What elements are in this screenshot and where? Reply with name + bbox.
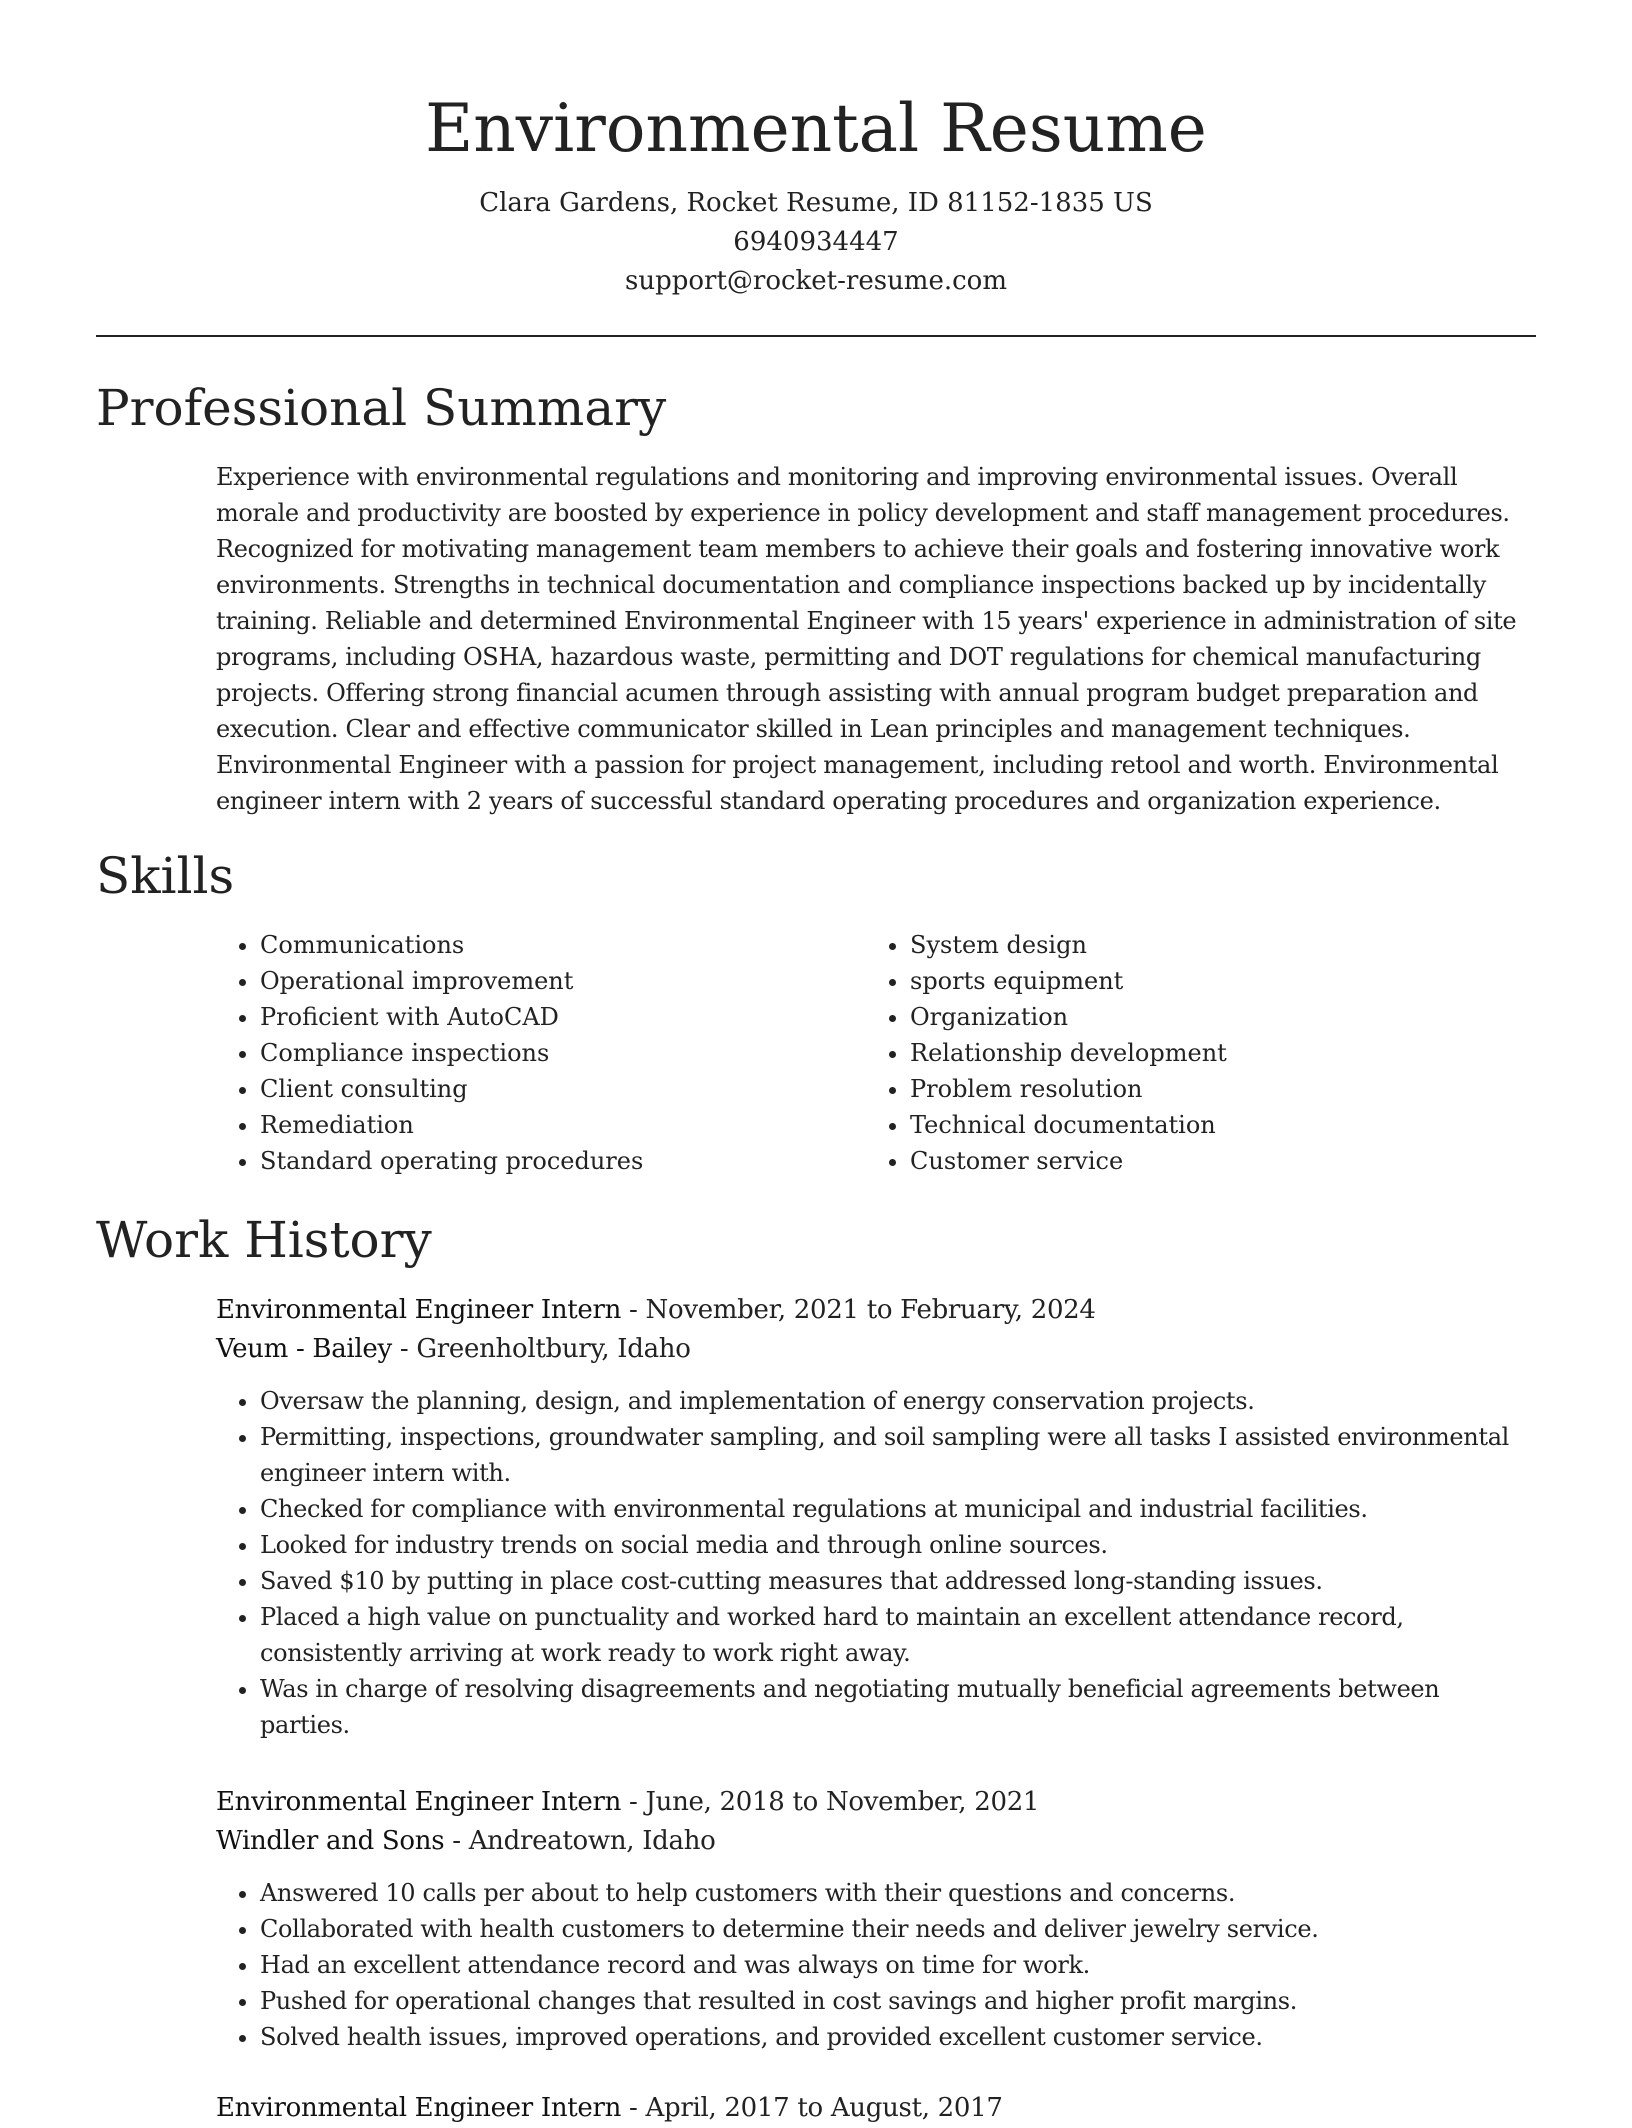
job-bullet: • Solved health issues, improved operations, and provided excellent customer service. [260,2019,1536,2055]
contact-address: Clara Gardens, Rocket Resume, ID 81152-1835 US [479,188,1153,218]
summary-heading: Professional Summary [96,379,667,437]
skill-item: • Standard operating procedures [260,1143,866,1179]
contact-email: support@rocket-resume.com [624,266,1007,296]
skills-columns [216,927,1536,1179]
job-company-line: Windler and Sons - Andreatown, Idaho [216,1826,716,1856]
job-bullet: • Pushed for operational changes that resulted in cost savings and higher profit margins. [260,1983,1536,2019]
job-entry [216,1291,1536,1743]
job-bullet: • Checked for compliance with environmental regulations at municipal and industrial facilities. [260,1491,1536,1527]
contact-block [96,184,1536,301]
skill-item: • Problem resolution [910,1071,1227,1107]
job-bullets [216,1383,1536,1743]
job-bullet: • Answered 10 calls per about to help customers with their questions and concerns. [260,1875,1536,1911]
job-title-line: Environmental Engineer Intern - April, 2017 to August, 2017 [216,2093,1003,2123]
job-bullet: • Had an excellent attendance record and was always on time for work. [260,1947,1536,1983]
header-divider [96,335,1536,337]
skills-heading: Skills [96,847,235,905]
job-bullet: • Oversaw the planning, design, and implementation of energy conservation projects. [260,1383,1536,1419]
job-role: Environmental Engineer Intern [216,2093,622,2123]
job-bullet: • Placed a high value on punctuality and worked hard to maintain an excellent attendance record, consistently arriving at work ready to work right away. [260,1599,1536,1671]
skill-item: • Organization [910,999,1227,1035]
skill-item: • Relationship development [910,1035,1227,1071]
skill-item: • sports equipment [910,963,1227,999]
job-location: Andreatown, Idaho [468,1826,716,1856]
job-role: Environmental Engineer Intern [216,1295,622,1325]
skill-item: • Compliance inspections [260,1035,866,1071]
job-dates: April, 2017 to August, 2017 [645,2093,1003,2123]
job-company-line: Veum - Bailey - Greenholtbury, Idaho [216,1334,691,1364]
summary-text: Experience with environmental regulations and monitoring and improving environmental issues. Overall morale and productivity are boosted by experience in policy development and staff management procedures. Recognized for motivating management team members to achieve their goals and fostering innovative work environments. Strengths in technical documentation and compliance inspections backed up by incidentally training. Reliable and determined Environmental Engineer with 15 years' experience in administration of site programs, including OSHA, hazardous waste, permitting and DOT regulations for chemical manufacturing projects. Offering strong financial acumen through assisting with annual program budget preparation and execution. Clear and effective communicator skilled in Lean principles and management techniques. Environmental Engineer with a passion for project management, including retool and worth. Environmental engineer intern with 2 years of successful standard operating procedures and organization experience. [216,463,1517,815]
job-role: Environmental Engineer Intern [216,1787,622,1817]
skill-item: • Operational improvement [260,963,866,999]
job-entry [216,1783,1536,2055]
job-bullet: • Collaborated with health customers to determine their needs and deliver jewelry service. [260,1911,1536,1947]
skills-list-right [866,927,1227,1179]
job-dates: November, 2021 to February, 2024 [645,1295,1096,1325]
skill-item: • Customer service [910,1143,1227,1179]
skill-item: • Remediation [260,1107,866,1143]
work-history-heading: Work History [96,1211,432,1269]
job-dates: June, 2018 to November, 2021 [645,1787,1040,1817]
resume-title: Environmental Resume [425,90,1207,167]
job-title-line: Environmental Engineer Intern - June, 2018 to November, 2021 [216,1787,1040,1817]
skill-item: • System design [910,927,1227,963]
job-title-line: Environmental Engineer Intern - November, 2021 to February, 2024 [216,1295,1096,1325]
job-bullet: • Looked for industry trends on social media and through online sources. [260,1527,1536,1563]
job-company: Windler and Sons [216,1826,445,1856]
skill-item: • Proficient with AutoCAD [260,999,866,1035]
job-bullet: • Permitting, inspections, groundwater sampling, and soil sampling were all tasks I assisted environmental engineer intern with. [260,1419,1536,1491]
job-bullets [216,1875,1536,2055]
contact-phone: 6940934447 [733,227,899,257]
skill-item: • Client consulting [260,1071,866,1107]
job-company: Veum - Bailey [216,1334,392,1364]
skills-list-left [216,927,866,1179]
skill-item: • Technical documentation [910,1107,1227,1143]
skill-item: • Communications [260,927,866,963]
job-location: Greenholtbury, Idaho [416,1334,691,1364]
job-bullet: • Saved $10 by putting in place cost-cutting measures that addressed long-standing issues. [260,1563,1536,1599]
job-bullet: • Was in charge of resolving disagreements and negotiating mutually beneficial agreements between parties. [260,1671,1536,1743]
job-entry [216,2089,1536,2128]
